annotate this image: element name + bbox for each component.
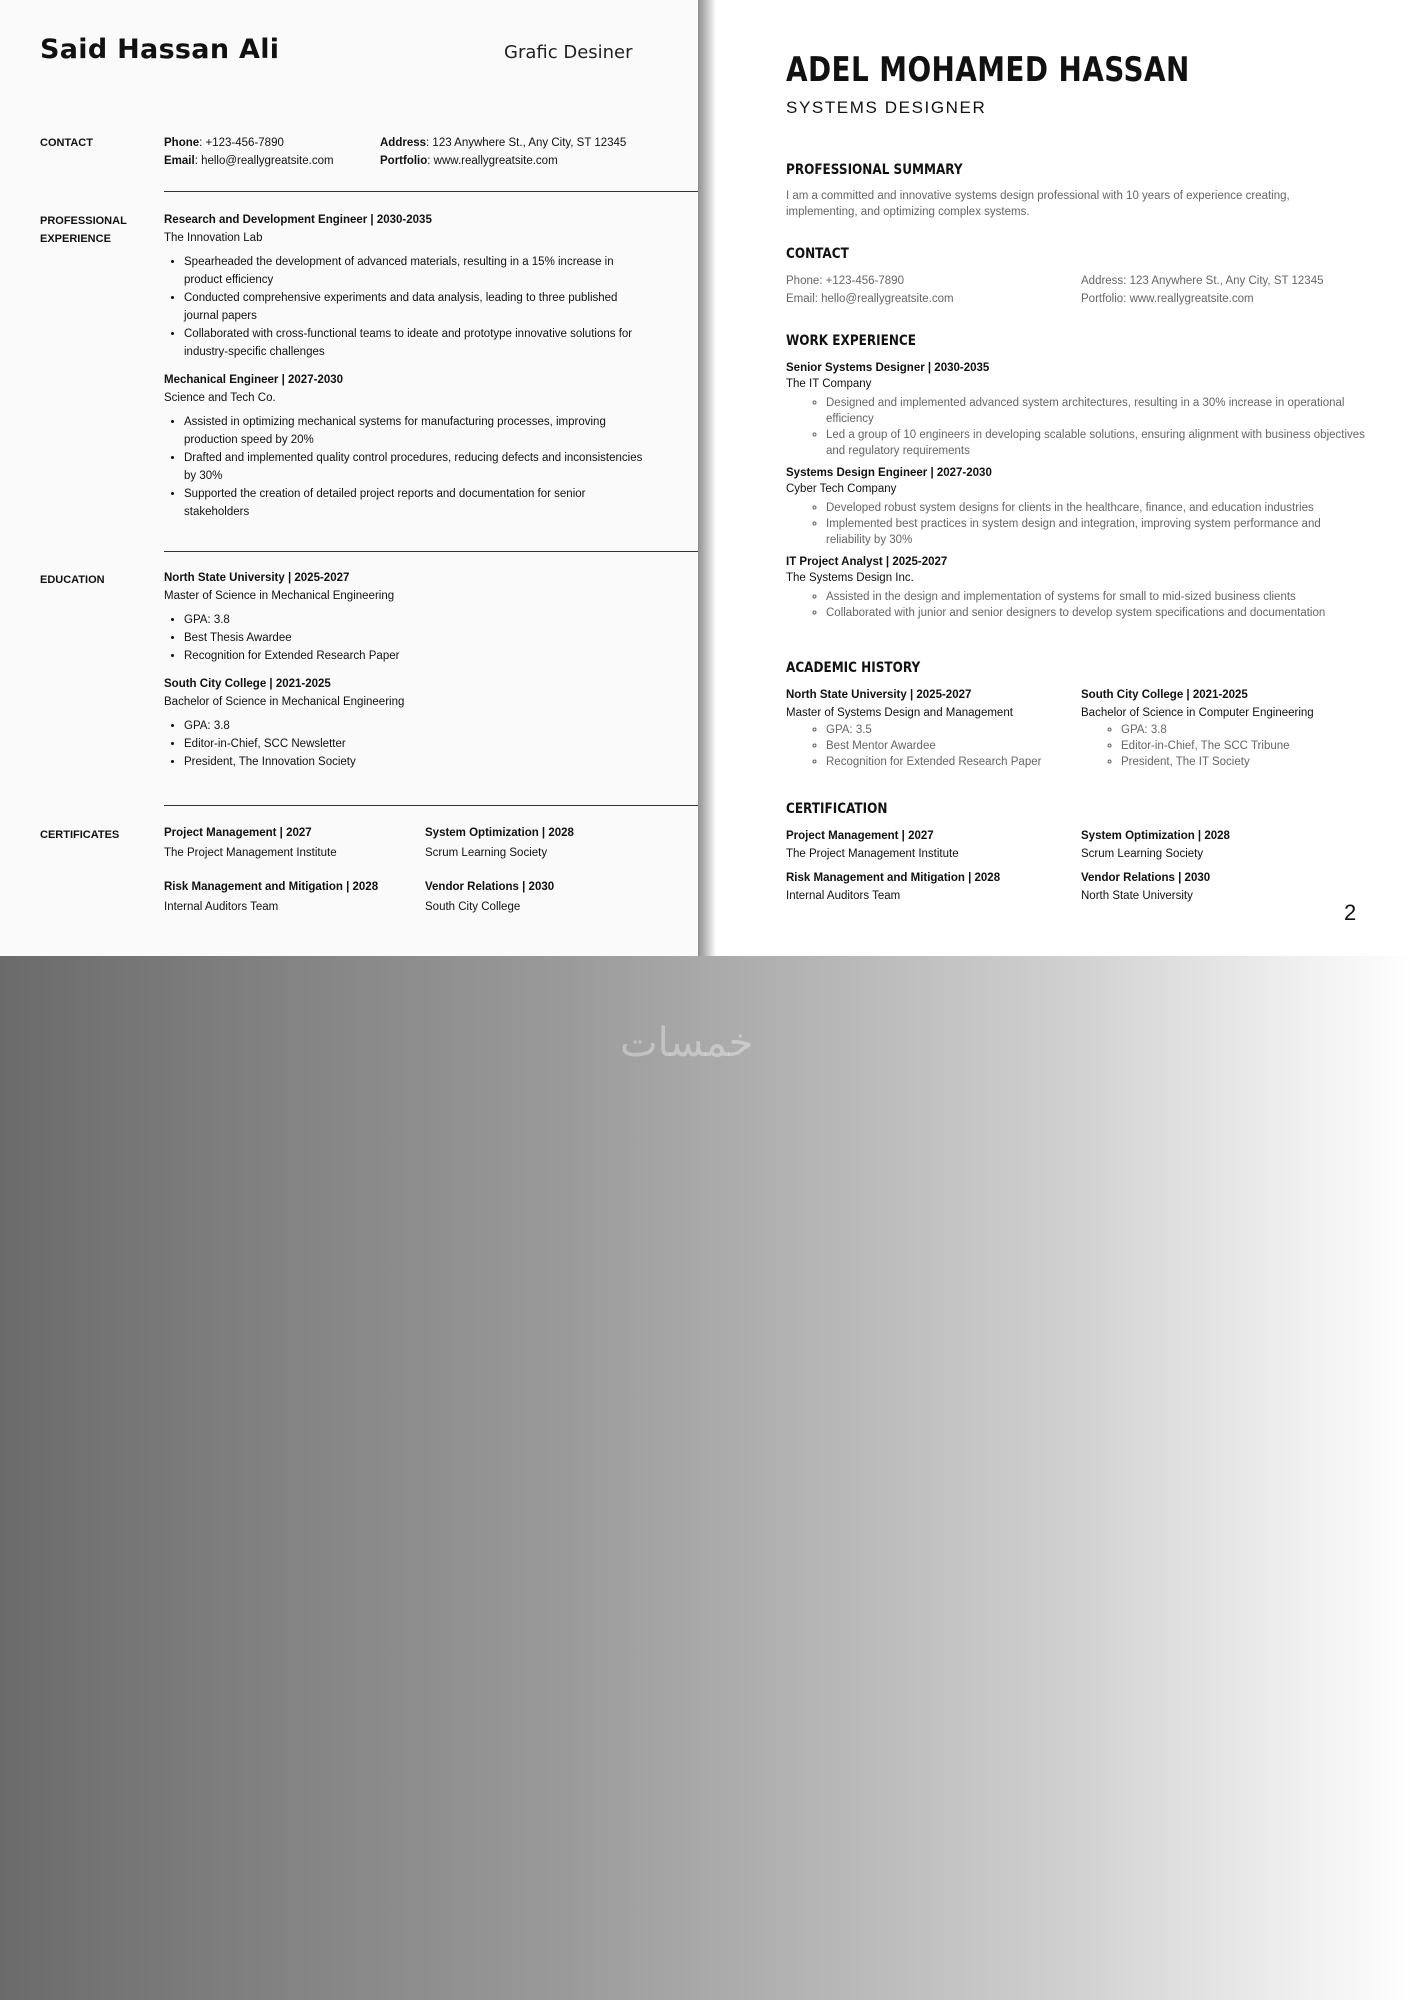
list-item: ◦ Led a group of 10 engineers in developing scalable solutions, ensuring alignment with business objectives and regulatory requirements [826, 427, 1366, 459]
list-item: ◦ Editor-in-Chief, The SCC Tribune [1121, 738, 1381, 754]
portfolio-label: Portfolio [380, 155, 428, 167]
certificate-item [164, 823, 414, 863]
certificate-item [164, 877, 414, 917]
watermark-logo: خمسات [620, 1020, 754, 1066]
certificate-item [1081, 869, 1371, 905]
contact-left [786, 272, 954, 308]
certificate-org: Internal Auditors Team [786, 890, 901, 902]
divider [164, 805, 698, 806]
list-item: • GPA: 3.8 [184, 611, 644, 629]
page-gap [698, 0, 716, 956]
certificate-title: Vendor Relations | 2030 [425, 881, 555, 893]
school-item [1081, 686, 1381, 770]
phone-label: Phone [164, 137, 200, 149]
list-item: ◦ Collaborated with junior and senior designers to develop system specifications and documentation [826, 605, 1366, 621]
list-item: • Assisted in optimizing mechanical systems for manufacturing processes, improving production speed by 20% [184, 413, 644, 449]
certificate-org: The Project Management Institute [786, 848, 959, 860]
job-title: Research and Development Engineer | 2030-2035 [164, 214, 432, 226]
resume-name: Said Hassan Ali [40, 34, 280, 65]
address-value: : 123 Anywhere St., Any City, ST 12345 [426, 137, 627, 149]
school-title: North State University | 2025-2027 [786, 689, 972, 701]
list-item: • Conducted comprehensive experiments and data analysis, leading to three published journal papers [184, 289, 644, 325]
contact-right [1081, 272, 1324, 308]
page-number: 2 [1344, 900, 1357, 925]
certificate-org: Scrum Learning Society [425, 847, 548, 859]
section-label-education: EDUCATION [40, 574, 105, 586]
list-item: ◦ Assisted in the design and implementation of systems for small to mid-sized business clients [826, 589, 1366, 605]
certificate-org: Scrum Learning Society [1081, 848, 1204, 860]
address-value: Address: 123 Anywhere St., Any City, ST 12345 [1081, 275, 1324, 287]
school-bullets [786, 722, 1076, 770]
job-title: Systems Design Engineer | 2027-2030 [786, 467, 992, 479]
section-label-line: PROFESSIONAL [40, 215, 127, 227]
work-list [786, 360, 1366, 627]
section-label-certificates: CERTIFICATES [40, 829, 120, 841]
certificate-title: Risk Management and Mitigation | 2028 [786, 872, 1001, 884]
section-heading-academic: ACADEMIC HISTORY [786, 660, 921, 676]
list-item: ◦ President, The IT Society [1121, 754, 1381, 770]
divider [164, 191, 698, 192]
school-degree: Master of Systems Design and Management [786, 707, 1013, 719]
job-title: Mechanical Engineer | 2027-2030 [164, 374, 344, 386]
resume-adel-mohamed-hassan [716, 0, 1414, 956]
job-bullets [164, 253, 644, 361]
list-item: • President, The Innovation Society [184, 753, 644, 771]
certificate-title: Project Management | 2027 [786, 830, 934, 842]
certificate-title: System Optimization | 2028 [1081, 830, 1230, 842]
school-item [786, 686, 1076, 770]
school-degree: Master of Science in Mechanical Engineering [164, 590, 395, 602]
resume-role: Grafic Desiner [504, 42, 633, 63]
job-bullets [786, 589, 1366, 621]
address-label: Address [380, 137, 427, 149]
portfolio-value: Portfolio: www.reallygreatsite.com [1081, 293, 1254, 305]
list-item: ◦ Implemented best practices in system design and integration, improving system performance and reliability by 30% [826, 516, 1366, 548]
list-item: • Editor-in-Chief, SCC Newsletter [184, 735, 644, 753]
contact-left [164, 134, 364, 170]
certificate-title: System Optimization | 2028 [425, 827, 574, 839]
list-item: ◦ GPA: 3.8 [1121, 722, 1381, 738]
job-company: Cyber Tech Company [786, 483, 897, 495]
job-bullets [786, 395, 1366, 459]
job-title: IT Project Analyst | 2025-2027 [786, 556, 948, 568]
phone-value: : +123-456-7890 [199, 137, 284, 149]
summary-text: I am a committed and innovative systems design professional with 10 years of experience creating, implementing, and optimizing complex systems. [786, 190, 1290, 218]
section-heading-contact: CONTACT [786, 246, 849, 262]
school-title: North State University | 2025-2027 [164, 572, 350, 584]
list-item: • Recognition for Extended Research Paper [184, 647, 644, 665]
email-value: Email: hello@reallygreatsite.com [786, 293, 954, 305]
school-title: South City College | 2021-2025 [1081, 689, 1248, 701]
certificate-title: Risk Management and Mitigation | 2028 [164, 881, 379, 893]
portfolio-value: : www.reallygreatsite.com [427, 155, 558, 167]
job-bullets [164, 413, 644, 521]
list-item: • GPA: 3.8 [184, 717, 644, 735]
list-item: ◦ GPA: 3.5 [826, 722, 1076, 738]
list-item: ◦ Recognition for Extended Research Paper [826, 754, 1076, 770]
list-item: ◦ Developed robust system designs for clients in the healthcare, finance, and education industries [826, 500, 1366, 516]
job-company: Science and Tech Co. [164, 392, 276, 404]
list-item: • Drafted and implemented quality control procedures, reducing defects and inconsistencies by 30% [184, 449, 644, 485]
job-company: The Systems Design Inc. [786, 572, 914, 584]
contact-right [380, 134, 680, 170]
certificate-org: Internal Auditors Team [164, 901, 279, 913]
education-list [164, 569, 644, 781]
list-item: • Spearheaded the development of advanced materials, resulting in a 15% increase in product efficiency [184, 253, 644, 289]
list-item: • Best Thesis Awardee [184, 629, 644, 647]
divider [164, 551, 698, 552]
certificate-org: South City College [425, 901, 521, 913]
job-title: Senior Systems Designer | 2030-2035 [786, 362, 990, 374]
certificate-item [425, 877, 675, 917]
certificate-item [786, 827, 1076, 863]
email-label: Email [164, 155, 195, 167]
resume-said-hassan-ali [0, 0, 698, 956]
certificate-org: North State University [1081, 890, 1193, 902]
school-degree: Bachelor of Science in Mechanical Engineering [164, 696, 405, 708]
school-degree: Bachelor of Science in Computer Engineering [1081, 707, 1314, 719]
school-bullets [164, 717, 644, 771]
school-bullets [1081, 722, 1381, 770]
list-item: ◦ Designed and implemented advanced system architectures, resulting in a 30% increase in operational efficiency [826, 395, 1366, 427]
resume-role: SYSTEMS DESIGNER [786, 98, 987, 117]
section-heading-summary: PROFESSIONAL SUMMARY [786, 162, 963, 178]
certificate-item [425, 823, 675, 863]
section-label-line: EXPERIENCE [40, 233, 111, 245]
list-item: • Supported the creation of detailed project reports and documentation for senior stakeholders [184, 485, 644, 521]
experience-list [164, 211, 644, 531]
certificate-title: Vendor Relations | 2030 [1081, 872, 1211, 884]
list-item: • Collaborated with cross-functional teams to ideate and prototype innovative solutions for industry-specific challenges [184, 325, 644, 361]
job-bullets [786, 500, 1366, 548]
section-label-contact: CONTACT [40, 137, 93, 149]
email-value: : hello@reallygreatsite.com [194, 155, 334, 167]
phone-value: Phone: +123-456-7890 [786, 275, 904, 287]
certificate-item [786, 869, 1076, 905]
certificate-org: The Project Management Institute [164, 847, 337, 859]
job-company: The Innovation Lab [164, 232, 263, 244]
section-heading-certification: CERTIFICATION [786, 801, 888, 817]
certificate-item [1081, 827, 1371, 863]
certificate-title: Project Management | 2027 [164, 827, 312, 839]
list-item: ◦ Best Mentor Awardee [826, 738, 1076, 754]
section-label-experience [40, 212, 127, 248]
school-title: South City College | 2021-2025 [164, 678, 331, 690]
job-company: The IT Company [786, 378, 872, 390]
resume-name: ADEL MOHAMED HASSAN [786, 50, 1190, 90]
school-bullets [164, 611, 644, 665]
section-heading-work: WORK EXPERIENCE [786, 333, 916, 349]
